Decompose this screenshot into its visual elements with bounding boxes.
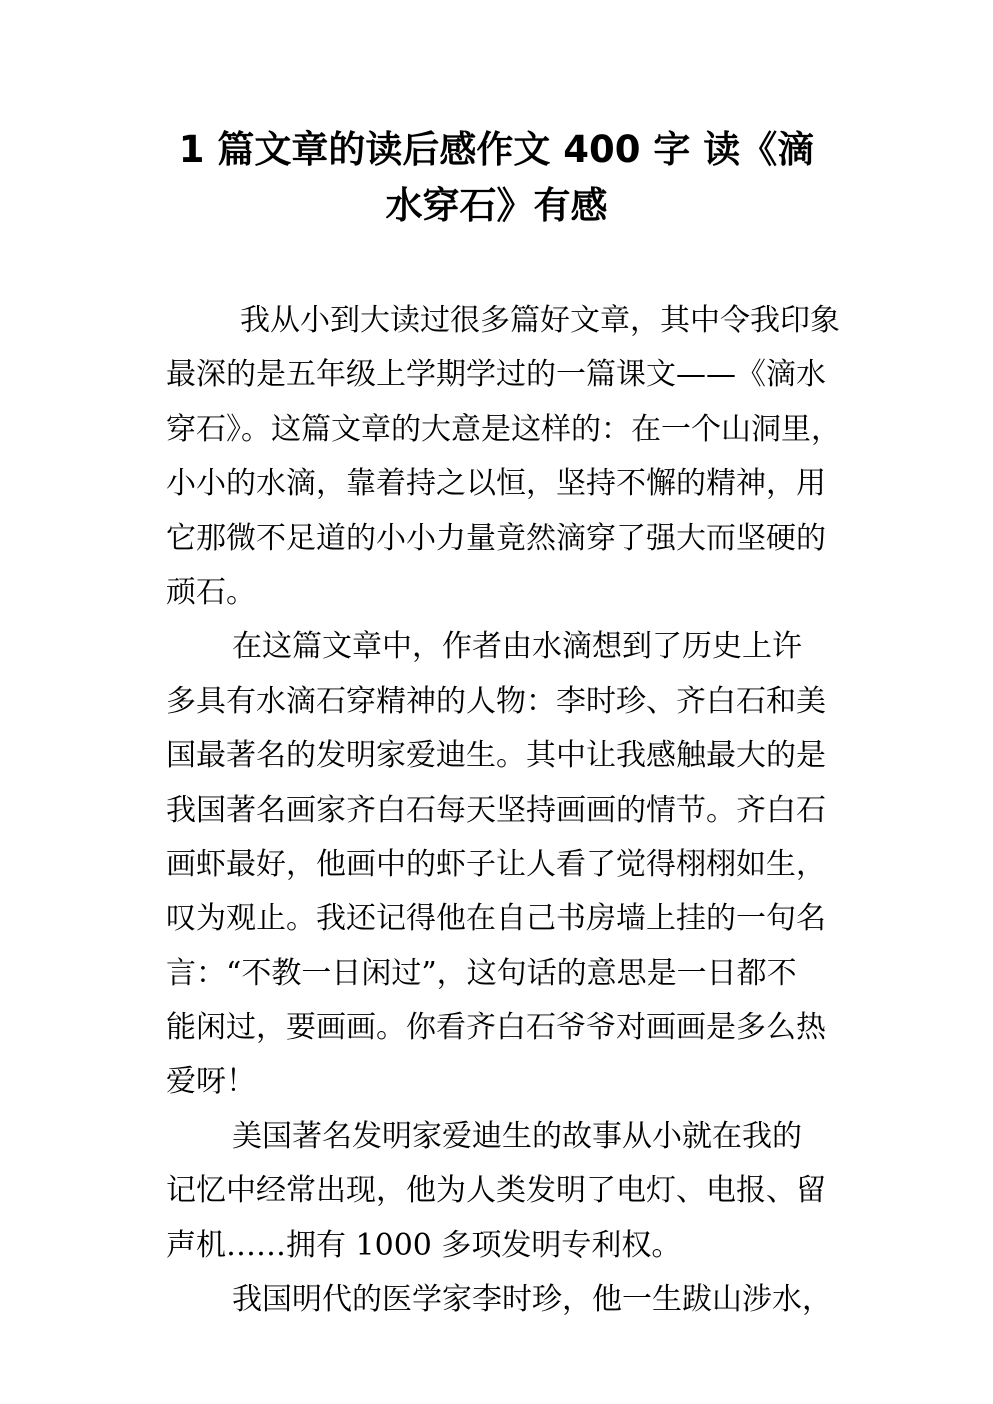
document-title xyxy=(150,122,843,234)
body-line-13: 言：“不教一日闲过”，这句话的意思是一日都不 xyxy=(166,955,797,991)
body-line-5: 它那微不足道的小小力量竟然滴穿了强大而坚硬的 xyxy=(166,520,826,556)
body-line-2: 最深的是五年级上学期学过的一篇课文——《滴水 xyxy=(166,357,826,393)
document-body xyxy=(166,294,841,1327)
body-line-11: 画虾最好，他画中的虾子让人看了觉得栩栩如生， xyxy=(166,846,826,882)
body-line-10: 我国著名画家齐白石每天坚持画画的情节。齐白石 xyxy=(166,792,826,828)
body-line-18: 声机……拥有 1000 多项发明专利权。 xyxy=(166,1227,682,1263)
body-line-12: 叹为观止。我还记得他在自己书房墙上挂的一句名 xyxy=(166,901,826,937)
body-line-3: 穿石》。这篇文章的大意是这样的：在一个山洞里， xyxy=(166,411,841,447)
body-line-14: 能闲过，要画画。你看齐白石爷爷对画画是多么热 xyxy=(166,1010,826,1046)
body-line-19: 我国明代的医学家李时珍，他一生跋山涉水， xyxy=(232,1282,832,1318)
body-line-17: 记忆中经常出现，他为人类发明了电灯、电报、留 xyxy=(166,1173,826,1209)
body-line-16: 美国著名发明家爱迪生的故事从小就在我的 xyxy=(232,1118,802,1154)
title-line-1: 1 篇文章的读后感作文 400 字 读《滴 xyxy=(178,128,815,171)
body-line-9: 国最著名的发明家爱迪生。其中让我感触最大的是 xyxy=(166,738,826,774)
body-line-8: 多具有水滴石穿精神的人物：李时珍、齐白石和美 xyxy=(166,683,826,719)
body-line-4: 小小的水滴，靠着持之以恒，坚持不懈的精神，用 xyxy=(166,466,826,502)
body-line-7: 在这篇文章中，作者由水滴想到了历史上许 xyxy=(232,629,802,665)
body-line-1: 我从小到大读过很多篇好文章，其中令我印象 xyxy=(240,303,840,338)
body-line-6: 顽石。 xyxy=(166,574,256,610)
body-line-15: 爱呀！ xyxy=(166,1064,256,1100)
title-line-2: 水穿石》有感 xyxy=(385,184,608,227)
